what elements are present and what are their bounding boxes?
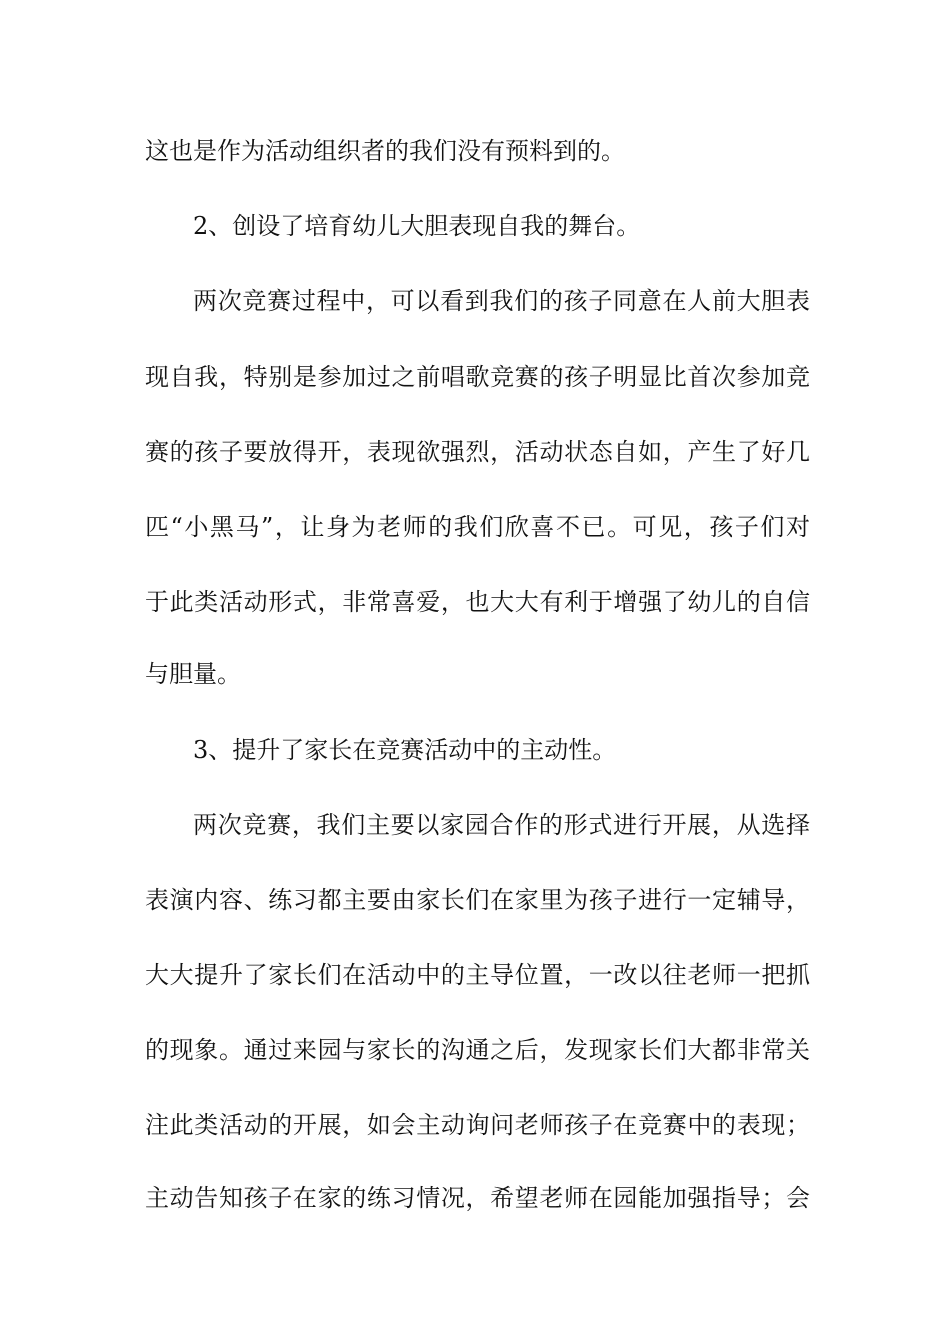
text-line: 主动告知孩子在家的练习情况，希望老师在园能加强指导；会 bbox=[145, 1184, 810, 1212]
section-heading: 2、创设了培育幼儿大胆表现自我的舞台。 bbox=[193, 212, 641, 240]
text-line: 大大提升了家长们在活动中的主导位置，一改以往老师一把抓 bbox=[145, 961, 810, 989]
text-line: 两次竞赛过程中，可以看到我们的孩子同意在人前大胆表 bbox=[193, 287, 810, 315]
text-line: 赛的孩子要放得开，表现欲强烈，活动状态自如，产生了好几 bbox=[145, 438, 810, 466]
section-heading: 3、提升了家长在竞赛活动中的主动性。 bbox=[193, 736, 617, 764]
text-line: 与胆量。 bbox=[145, 660, 241, 688]
text-line: 表演内容、练习都主要由家长们在家里为孩子进行一定辅导， bbox=[145, 886, 810, 914]
text-line: 匹“小黑马”，让身为老师的我们欣喜不已。可见，孩子们对 bbox=[145, 513, 810, 541]
text-line: 两次竞赛，我们主要以家园合作的形式进行开展，从选择 bbox=[193, 811, 810, 839]
text-line: 的现象。通过来园与家长的沟通之后，发现家长们大都非常关 bbox=[145, 1036, 810, 1064]
text-line: 注此类活动的开展，如会主动询问老师孩子在竞赛中的表现； bbox=[145, 1111, 810, 1139]
text-line: 现自我，特别是参加过之前唱歌竞赛的孩子明显比首次参加竞 bbox=[145, 363, 810, 391]
text-line: 这也是作为活动组织者的我们没有预料到的。 bbox=[145, 137, 625, 165]
text-line: 于此类活动形式，非常喜爱，也大大有利于增强了幼儿的自信 bbox=[145, 588, 810, 616]
